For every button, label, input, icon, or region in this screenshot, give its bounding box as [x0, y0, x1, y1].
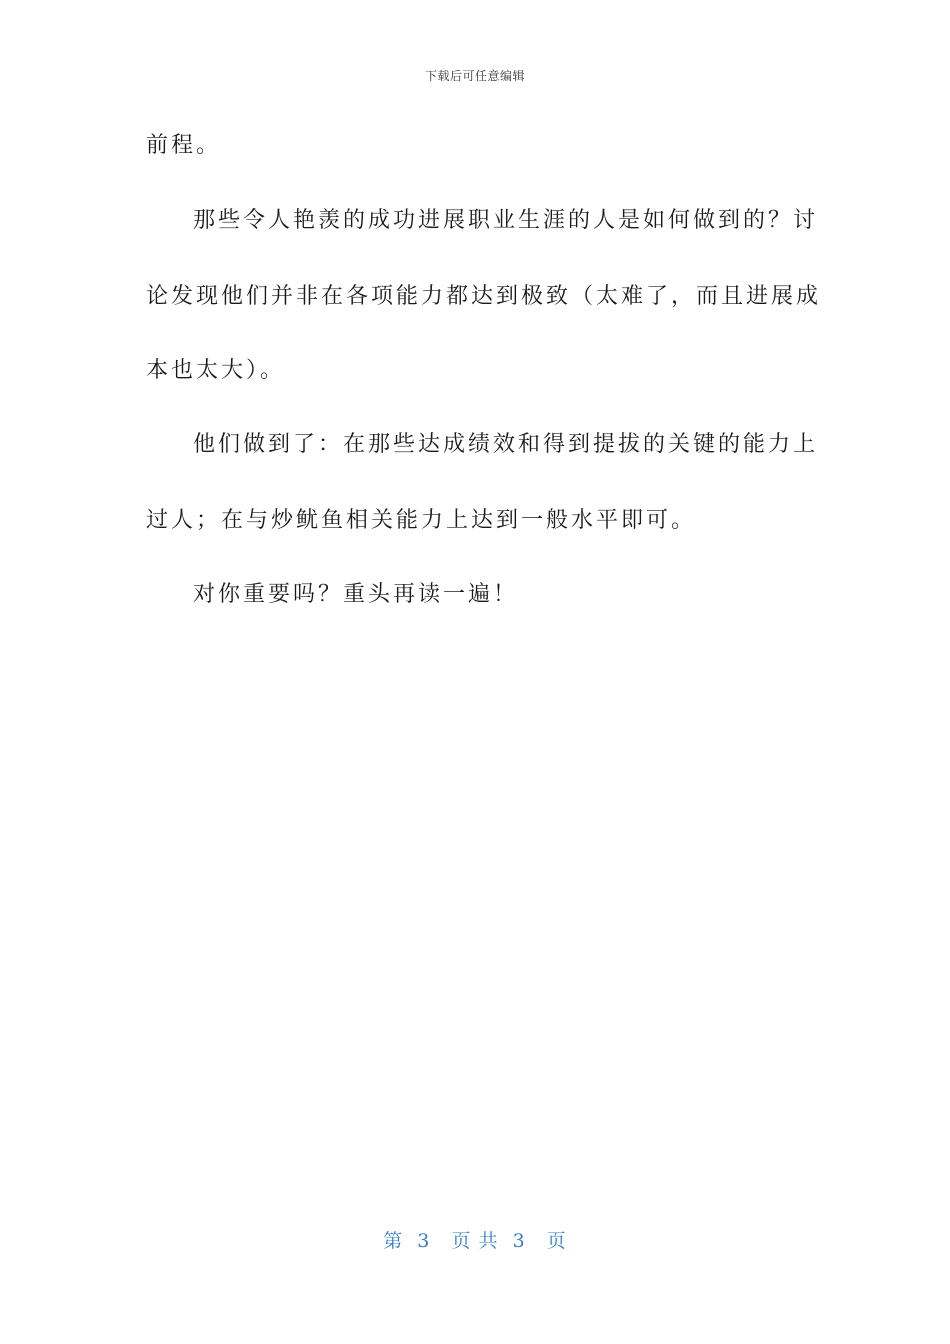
text-line: 论发现他们并非在各项能力都达到极致（太难了，而且进展成	[146, 284, 822, 309]
paragraph-start-line: 他们做到了：在那些达成绩效和得到提拔的关键的能力上	[193, 432, 819, 457]
text-line: 前程。	[146, 133, 222, 158]
text-line: 过人；在与炒鱿鱼相关能力上达到一般水平即可。	[146, 508, 697, 533]
paragraph-start-line: 那些令人艳羡的成功进展职业生涯的人是如何做到的？讨	[193, 208, 819, 233]
paragraph-start-line: 对你重要吗？重头再读一遍！	[193, 582, 519, 607]
page-number-footer: 第 3 页 共 3 页	[383, 1230, 567, 1252]
text-line: 本也太大）。	[146, 358, 286, 383]
page-header: 下载后可任意编辑	[424, 69, 525, 83]
